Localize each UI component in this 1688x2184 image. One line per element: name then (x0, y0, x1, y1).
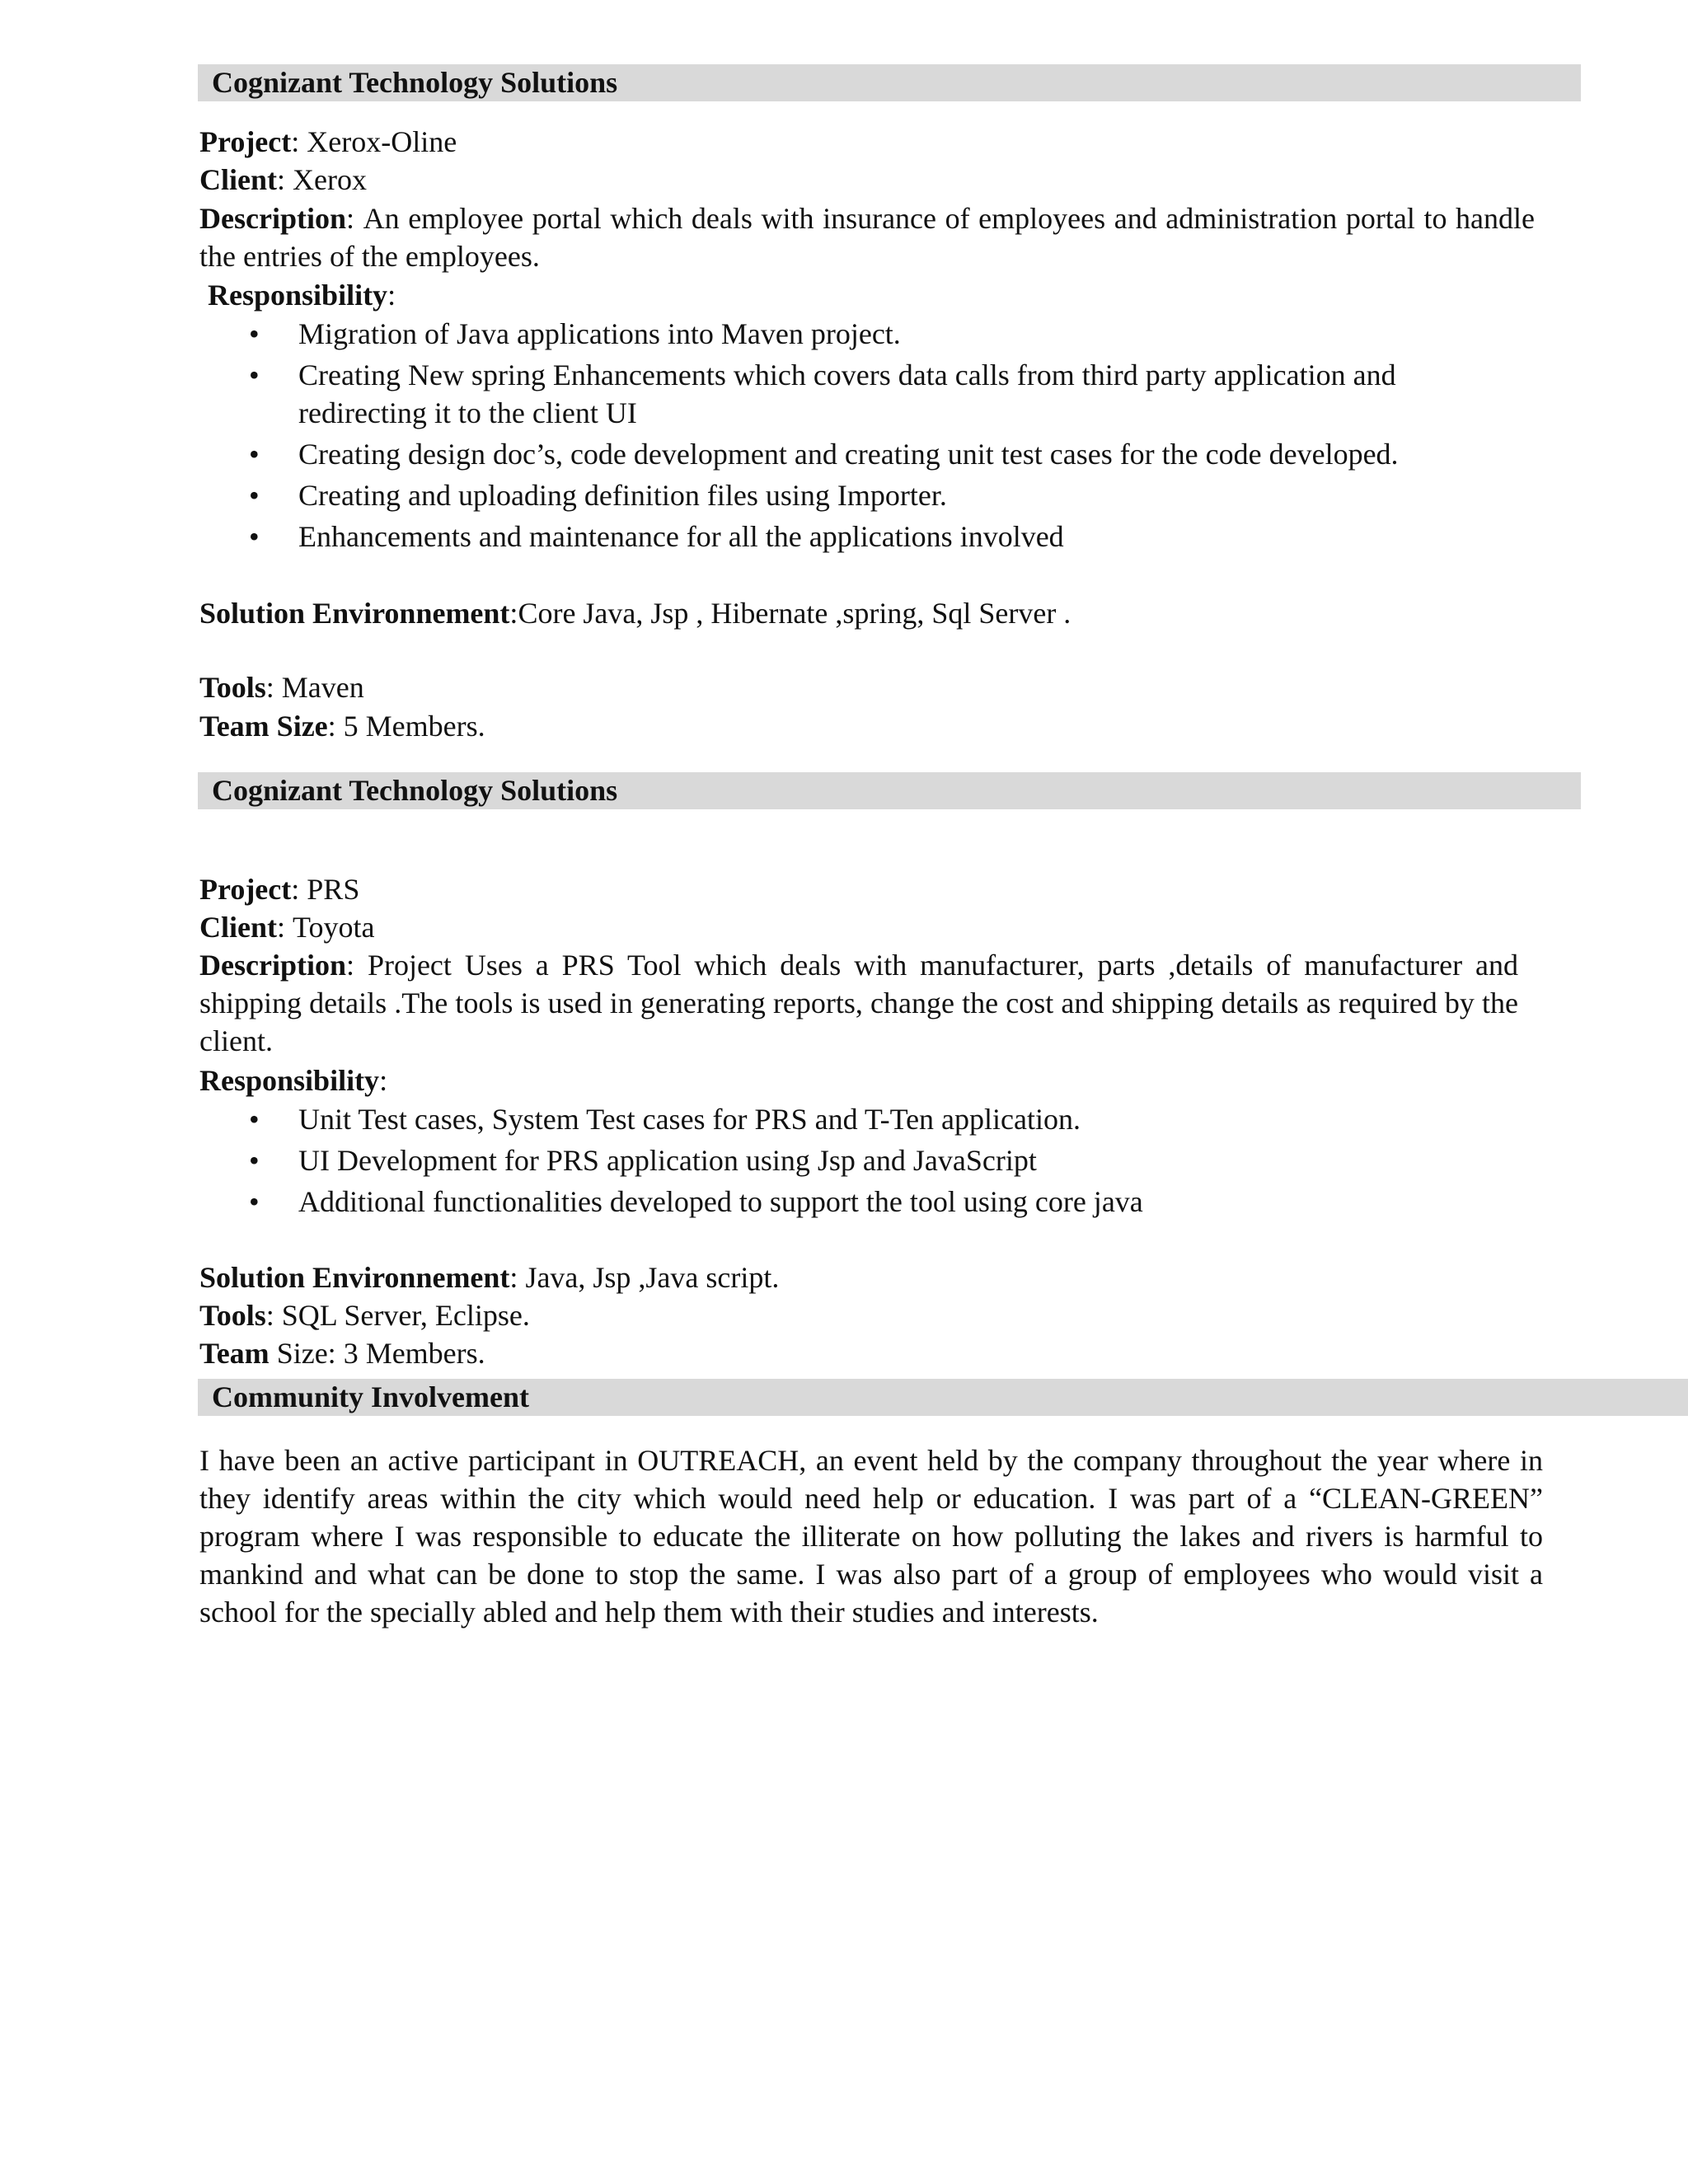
project-label: Project (199, 873, 292, 906)
responsibility-list-2 (199, 1100, 1531, 1224)
environment-label: Solution Environnement (199, 597, 510, 630)
list-item: • Unit Test cases, System Test cases for PRS and T-Ten application. (249, 1103, 1081, 1136)
responsibility-heading-1: Responsibility: (208, 279, 396, 312)
project-value: PRS (307, 873, 360, 906)
section-heading-2: Cognizant Technology Solutions (198, 772, 1581, 809)
description-label: Description (199, 949, 346, 982)
environment-value: Core Java, Jsp , Hibernate ,spring, Sql Server . (518, 597, 1071, 630)
section-heading-community: Community Involvement (198, 1379, 1688, 1416)
description-text: An employee portal which deals with insurance of employees and administration portal to handle the entries of the employees. (199, 202, 1536, 273)
project-line-1: Project: Xerox-Oline (199, 125, 457, 158)
environment-label: Solution Environnement (199, 1261, 510, 1294)
environment-value: Java, Jsp ,Java script. (525, 1261, 780, 1294)
team-value: 3 Members. (343, 1337, 485, 1370)
team-label: Team Size (199, 710, 328, 743)
team-line-2: Team Size: 3 Members. (199, 1337, 485, 1370)
list-item: • Additional functionalities developed to support the tool using core java (249, 1185, 1143, 1218)
list-item: • Migration of Java applications into Maven project. (249, 317, 901, 350)
project-label: Project (199, 125, 292, 158)
section-heading-1: Cognizant Technology Solutions (198, 64, 1581, 101)
tools-value: SQL Server, Eclipse. (281, 1299, 530, 1332)
tools-value: Maven (281, 671, 364, 704)
list-item: • Creating design doc’s, code development and creating unit test cases for the code developed. (249, 438, 1399, 471)
project-value: Xerox-Oline (307, 125, 457, 158)
description-2: Description: Project Uses a PRS Tool which deals with manufacturer, parts ,details of manufacturer and shipping details .The tools is used in generating reports, change the cost and shipping details as required by the client. (199, 949, 1518, 1057)
description-text: Project Uses a PRS Tool which deals with manufacturer, parts ,details of manufacturer and shipping details .The tools is used in generating reports, change the cost and shipping details as required by the client. (199, 949, 1518, 1057)
client-line-2: Client: Toyota (199, 911, 375, 944)
client-label: Client (199, 911, 277, 944)
team-line-1: Team Size: 5 Members. (199, 710, 485, 743)
tools-label: Tools (199, 671, 266, 704)
responsibility-heading-2: Responsibility: (199, 1064, 388, 1097)
list-item: • Creating New spring Enhancements which covers data calls from third party application and redirecting it to the client UI (249, 359, 1396, 429)
tools-line-1: Tools: Maven (199, 671, 364, 704)
client-label: Client (199, 163, 277, 196)
team-value: 5 Members. (343, 710, 485, 743)
environment-line-2: Solution Environnement: Java, Jsp ,Java script. (199, 1261, 780, 1294)
list-item: • Creating and uploading definition files using Importer. (249, 479, 947, 512)
client-line-1: Client: Xerox (199, 163, 367, 196)
client-value: Toyota (293, 911, 375, 944)
team-label: Team (199, 1337, 270, 1370)
description-label: Description (199, 202, 346, 235)
client-value: Xerox (293, 163, 367, 196)
responsibility-list-1 (199, 315, 1531, 559)
list-item: • Enhancements and maintenance for all the applications involved (249, 520, 1064, 553)
community-text: I have been an active participant in OUTREACH, an event held by the company throughout the year where in they identify areas within the city which would need help or education. I was part of a “CLEAN-GREEN” program where I was responsible to educate the illiterate on how polluting the lakes and rivers is harmful to mankind and what can be done to stop the same. I was also part of a group of employees who would visit a school for the specially abled and help them with their studies and interests. (199, 1444, 1543, 1629)
environment-line-1: Solution Environnement:Core Java, Jsp , Hibernate ,spring, Sql Server . (199, 597, 1071, 630)
description-1: Description: An employee portal which deals with insurance of employees and administration portal to handle the entries of the employees. (199, 202, 1536, 273)
tools-label: Tools (199, 1299, 266, 1332)
list-item: • UI Development for PRS application using Jsp and JavaScript (249, 1144, 1037, 1177)
tools-line-2: Tools: SQL Server, Eclipse. (199, 1299, 530, 1332)
project-line-2: Project: PRS (199, 873, 360, 906)
